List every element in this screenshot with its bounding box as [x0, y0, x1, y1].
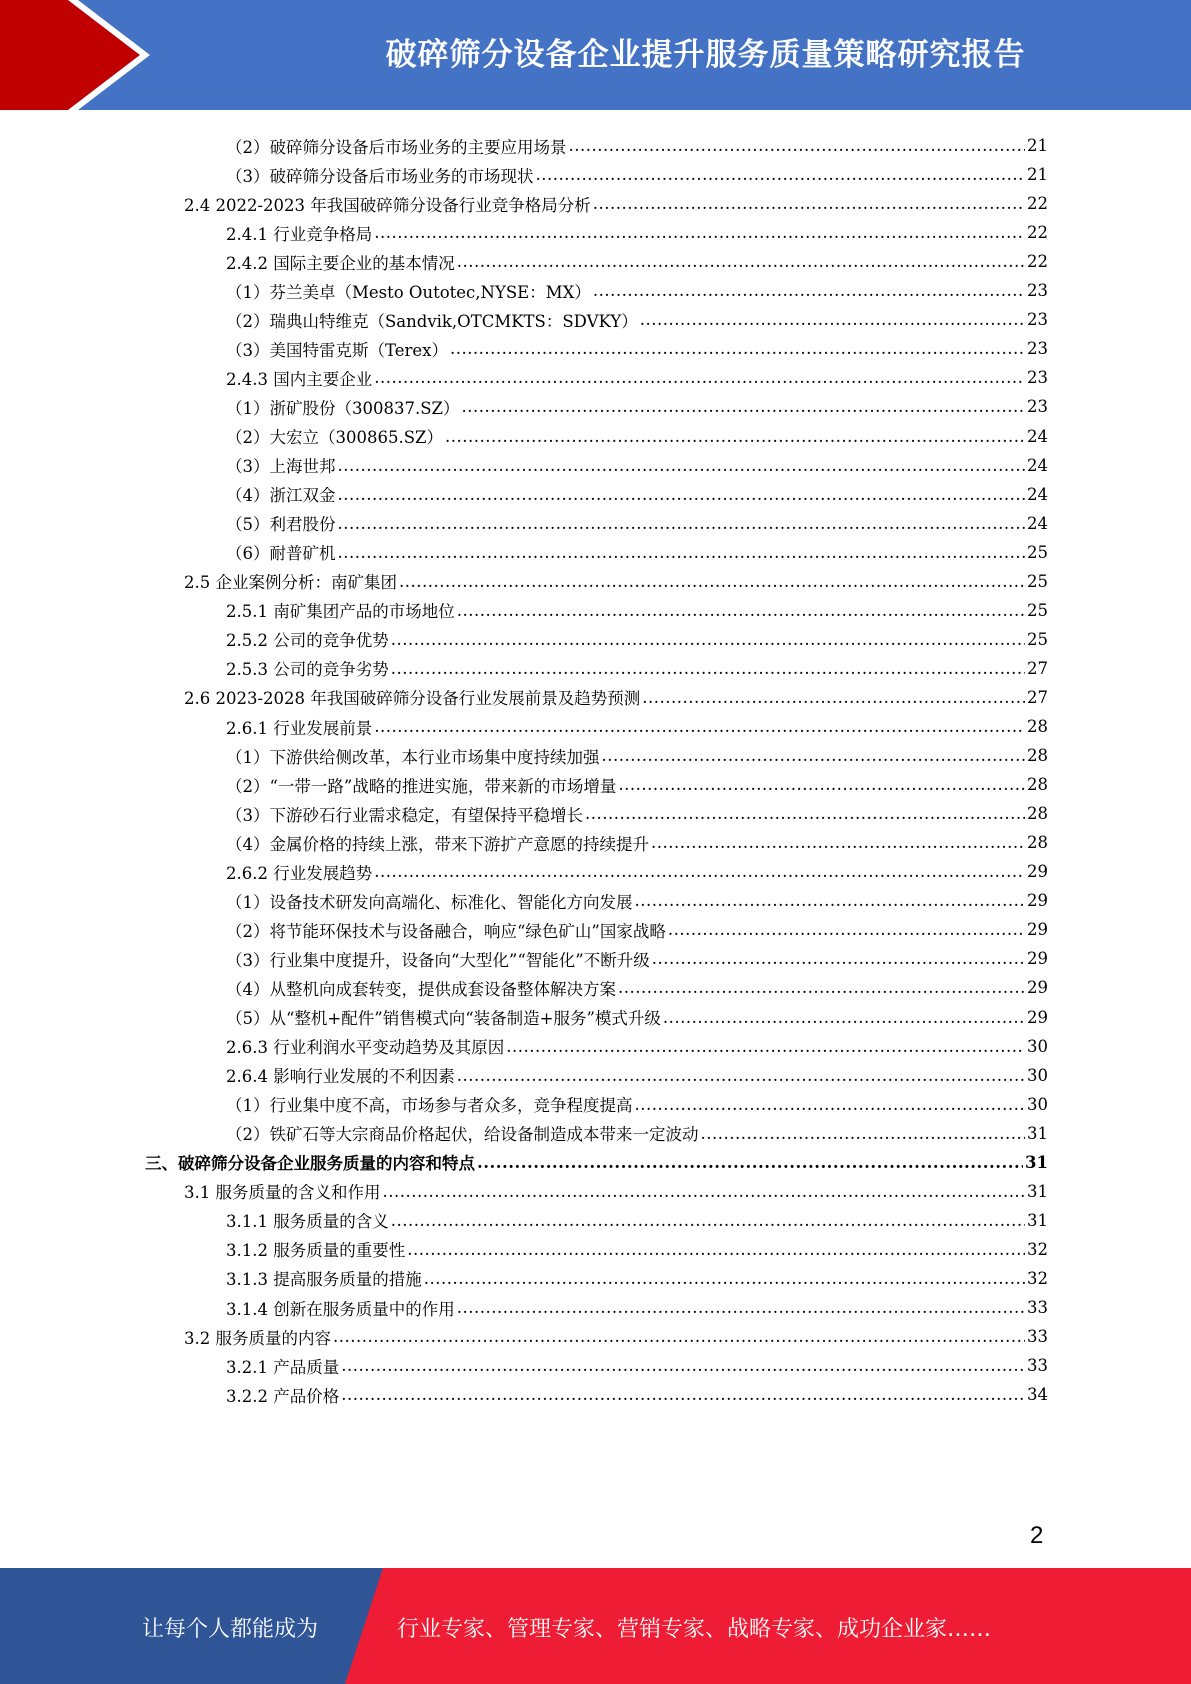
- toc-entry-label: （1）设备技术研发向高端化、标准化、智能化方向发展: [226, 892, 633, 912]
- toc-dot-leader: [635, 891, 1026, 910]
- toc-dot-leader: [391, 1211, 1025, 1230]
- toc-entry[interactable]: [226, 1264, 1048, 1293]
- toc-entry[interactable]: [226, 944, 1048, 973]
- toc-dot-leader: [618, 775, 1025, 794]
- toc-dot-leader: [338, 514, 1026, 533]
- toc-dot-leader: [338, 485, 1026, 504]
- toc-entry-page: 29: [1027, 978, 1048, 998]
- toc-entry-page: 27: [1027, 658, 1048, 678]
- toc-entry[interactable]: [226, 392, 1048, 421]
- toc-entry-page: 34: [1027, 1385, 1048, 1405]
- toc-entry[interactable]: [226, 1235, 1048, 1264]
- toc-entry[interactable]: [226, 1061, 1048, 1090]
- toc-entry-page: 24: [1027, 513, 1048, 533]
- toc-dot-leader: [457, 252, 1025, 271]
- toc-entry[interactable]: [226, 712, 1048, 741]
- document-title: 破碎筛分设备企业提升服务质量策略研究报告: [385, 37, 1026, 73]
- toc-entry-page: 33: [1027, 1298, 1048, 1317]
- toc-entry[interactable]: [226, 1003, 1048, 1032]
- toc-entry-page: 21: [1027, 165, 1048, 185]
- toc-entry-label: （1）行业集中度不高，市场参与者众多，竞争程度提高: [226, 1096, 633, 1116]
- toc-entry-label: 3.2.1 产品质量: [226, 1357, 340, 1377]
- toc-entry-page: 22: [1027, 194, 1048, 214]
- toc-entry[interactable]: [226, 1090, 1048, 1119]
- toc-entry-label: （1）下游供给侧改革，本行业市场集中度持续加强: [226, 747, 600, 767]
- toc-entry[interactable]: [226, 828, 1048, 857]
- toc-dot-leader: [391, 659, 1025, 678]
- toc-entry-label: 3.2.2 产品价格: [226, 1386, 340, 1406]
- toc-entry[interactable]: [226, 480, 1048, 509]
- toc-entry-page: 23: [1027, 310, 1048, 330]
- toc-entry[interactable]: [226, 305, 1048, 334]
- toc-entry-page: 29: [1027, 1007, 1048, 1027]
- toc-dot-leader: [652, 949, 1025, 968]
- toc-dot-leader: [506, 1037, 1025, 1056]
- toc-entry-page: 28: [1027, 833, 1048, 853]
- toc-entry[interactable]: [226, 973, 1048, 1002]
- toc-entry[interactable]: [184, 1322, 1048, 1351]
- toc-entry-page: 28: [1027, 804, 1048, 824]
- toc-entry[interactable]: [226, 276, 1048, 305]
- toc-entry-page: 25: [1027, 600, 1048, 620]
- toc-dot-leader: [651, 833, 1025, 852]
- header-arrow-decoration: [0, 0, 170, 110]
- toc-entry-label: （3）行业集中度提升，设备向“大型化”“智能化”不断升级: [226, 950, 650, 970]
- toc-dot-leader: [445, 427, 1025, 446]
- toc-entry-label: （3）破碎筛分设备后市场业务的市场现状: [226, 166, 534, 186]
- toc-entry-page: 22: [1027, 252, 1048, 272]
- toc-dot-leader: [338, 543, 1026, 562]
- toc-entry-page: 32: [1027, 1239, 1048, 1259]
- toc-entry-label: （2）大宏立（300865.SZ）: [226, 428, 443, 447]
- toc-entry-page: 29: [1027, 862, 1048, 882]
- toc-entry-label: （2）“一带一路”战略的推进实施，带来新的市场增量: [226, 776, 617, 796]
- toc-entry[interactable]: [226, 596, 1048, 625]
- toc-dot-leader: [585, 804, 1025, 823]
- toc-entry[interactable]: [184, 189, 1048, 218]
- toc-entry-label: （3）美国特雷克斯（Terex）: [226, 340, 448, 360]
- toc-entry-label: 3.1.1 服务质量的含义: [226, 1212, 389, 1232]
- toc-dot-leader: [383, 1182, 1026, 1201]
- toc-entry-page: 30: [1027, 1065, 1048, 1085]
- toc-entry[interactable]: [226, 1293, 1048, 1322]
- toc-entry-page: 23: [1027, 281, 1048, 301]
- toc-dot-leader: [602, 746, 1026, 765]
- toc-entry-page: 22: [1027, 223, 1048, 243]
- toc-entry-page: 28: [1027, 746, 1048, 766]
- footer-slogan-left: 让每个人都能成为: [142, 1617, 319, 1642]
- toc-entry-page: 31: [1027, 1210, 1048, 1230]
- toc-entry[interactable]: [226, 131, 1048, 160]
- toc-entry-label: 3.1 服务质量的含义和作用: [184, 1183, 381, 1203]
- toc-entry-label: 3.2 服务质量的内容: [184, 1328, 331, 1348]
- toc-entry-label: 2.4.2 国际主要企业的基本情况: [226, 253, 455, 273]
- toc-entry-label: 3.1.2 服务质量的重要性: [226, 1241, 406, 1261]
- toc-entry[interactable]: [184, 567, 1048, 596]
- toc-entry-label: （2）铁矿石等大宗商品价格起伏，给设备制造成本带来一定波动: [226, 1125, 699, 1145]
- toc-entry[interactable]: [226, 509, 1048, 538]
- toc-entry[interactable]: [226, 247, 1048, 276]
- toc-dot-leader: [374, 862, 1025, 881]
- toc-entry-page: 29: [1027, 891, 1048, 911]
- toc-dot-leader: [374, 717, 1025, 736]
- toc-dot-leader: [457, 1066, 1025, 1085]
- toc-entry[interactable]: [226, 1206, 1048, 1235]
- toc-entry-page: 21: [1027, 136, 1048, 155]
- toc-entry-label: 2.5.2 公司的竞争优势: [226, 631, 389, 651]
- toc-entry-label: 2.6.1 行业发展前景: [226, 718, 373, 738]
- toc-entry[interactable]: [226, 857, 1048, 886]
- toc-entry-label: 3.1.4 创新在服务质量中的作用: [226, 1299, 455, 1319]
- toc-dot-leader: [536, 165, 1026, 184]
- toc-entry[interactable]: [226, 799, 1048, 828]
- page-number: 2: [1030, 1522, 1044, 1549]
- toc-dot-leader: [341, 1385, 1025, 1404]
- toc-entry-page: 23: [1027, 368, 1048, 388]
- toc-entry-page: 25: [1027, 571, 1048, 591]
- toc-entry-page: 32: [1027, 1268, 1048, 1288]
- toc-entry-page: 31: [1025, 1152, 1048, 1172]
- toc-dot-leader: [457, 601, 1025, 620]
- toc-entry-label: （4）金属价格的持续上涨，带来下游扩产意愿的持续提升: [226, 834, 649, 854]
- toc-entry-label: （3）下游砂石行业需求稳定，有望保持平稳增长: [226, 805, 583, 825]
- toc-dot-leader: [450, 339, 1025, 358]
- toc-entry-page: 29: [1027, 949, 1048, 969]
- footer-slogan-right: 行业专家、管理专家、营销专家、战略专家、成功企业家……: [397, 1617, 992, 1642]
- toc-entry-page: 24: [1027, 455, 1048, 475]
- toc-entry-label: 2.6.4 影响行业发展的不利因素: [226, 1067, 455, 1087]
- toc-entry-label: （1）芬兰美卓（Mesto Outotec,NYSE：MX）: [226, 282, 591, 302]
- toc-entry-page: 31: [1027, 1123, 1048, 1143]
- toc-dot-leader: [701, 1124, 1026, 1143]
- toc-dot-leader: [618, 978, 1025, 997]
- toc-dot-leader: [407, 1240, 1025, 1259]
- toc-entry-label: 2.5.3 公司的竞争劣势: [226, 660, 389, 680]
- toc-entry[interactable]: [226, 334, 1048, 363]
- toc-entry[interactable]: [226, 915, 1048, 944]
- toc-entry-page: 25: [1027, 629, 1048, 649]
- toc-entry-page: 31: [1027, 1181, 1048, 1201]
- toc-entry-page: 25: [1027, 542, 1048, 562]
- toc-entry-page: 24: [1027, 426, 1048, 446]
- toc-dot-leader: [374, 223, 1025, 242]
- toc-dot-leader: [399, 572, 1025, 591]
- toc-entry-label: 三、破碎筛分设备企业服务质量的内容和特点: [145, 1154, 475, 1174]
- toc-dot-leader: [338, 456, 1026, 475]
- toc-dot-leader: [593, 194, 1025, 213]
- toc-entry[interactable]: [184, 683, 1048, 712]
- toc-dot-leader: [593, 281, 1025, 300]
- toc-dot-leader: [663, 1008, 1025, 1027]
- toc-entry-label: 3.1.3 提高服务质量的措施: [226, 1270, 422, 1290]
- toc-entry[interactable]: [226, 886, 1048, 915]
- toc-entry-page: 29: [1027, 920, 1048, 940]
- toc-entry-label: 2.4.3 国内主要企业: [226, 369, 373, 389]
- toc-dot-leader: [333, 1327, 1025, 1346]
- toc-entry[interactable]: [226, 160, 1048, 189]
- toc-entry-label: （6）耐普矿机: [226, 544, 336, 564]
- toc-entry[interactable]: [226, 1032, 1048, 1061]
- toc-entry-label: 2.6.2 行业发展趋势: [226, 863, 373, 883]
- toc-entry-page: 23: [1027, 339, 1048, 359]
- toc-entry-page: 23: [1027, 397, 1048, 417]
- toc-entry-label: （2）将节能环保技术与设备融合，响应“绿色矿山”国家战略: [226, 921, 666, 941]
- toc-entry-label: 2.5.1 南矿集团产品的市场地位: [226, 602, 455, 622]
- toc-entry-page: 28: [1027, 717, 1048, 736]
- toc-entry[interactable]: [226, 422, 1048, 451]
- toc-entry[interactable]: [184, 1177, 1048, 1206]
- toc-dot-leader: [462, 397, 1026, 416]
- toc-entry[interactable]: [226, 654, 1048, 683]
- toc-dot-leader: [341, 1356, 1025, 1375]
- toc-entry-label: （3）上海世邦: [226, 457, 336, 477]
- toc-entry[interactable]: [145, 1148, 1048, 1177]
- toc-dot-leader: [391, 630, 1025, 649]
- toc-entry[interactable]: [226, 218, 1048, 247]
- toc-entry[interactable]: [226, 451, 1048, 480]
- toc-entry-label: （4）从整机向成套转变，提供成套设备整体解决方案: [226, 979, 616, 999]
- toc-dot-leader: [640, 310, 1025, 329]
- toc-entry-label: （5）利君股份: [226, 515, 336, 535]
- toc-entry[interactable]: [226, 538, 1048, 567]
- toc-dot-leader: [635, 1095, 1026, 1114]
- toc-entry-page: 27: [1027, 687, 1048, 707]
- toc-entry-page: 24: [1027, 484, 1048, 504]
- toc-entry-label: 2.4.1 行业竞争格局: [226, 224, 373, 244]
- toc-entry[interactable]: [226, 741, 1048, 770]
- toc-entry-label: （2）破碎筛分设备后市场业务的主要应用场景: [226, 137, 567, 157]
- toc-entry[interactable]: [226, 1351, 1048, 1380]
- toc-dot-leader: [424, 1269, 1025, 1288]
- toc-entry-label: （4）浙江双金: [226, 486, 336, 506]
- toc-dot-leader: [374, 368, 1025, 387]
- toc-entry[interactable]: [226, 770, 1048, 799]
- toc-entry-page: 30: [1027, 1094, 1048, 1114]
- toc-dot-leader: [642, 688, 1025, 707]
- toc-entry-label: 2.4 2022-2023 年我国破碎筛分设备行业竞争格局分析: [184, 195, 591, 215]
- toc-entry[interactable]: [226, 1380, 1048, 1409]
- toc-entry-label: 2.6 2023-2028 年我国破碎筛分设备行业发展前景及趋势预测: [184, 689, 641, 709]
- toc-dot-leader: [668, 920, 1025, 939]
- toc-entry[interactable]: [226, 363, 1048, 392]
- page-header: [0, 0, 1191, 110]
- toc-entry-label: （2）瑞典山特维克（Sandvik,OTCMKTS：SDVKY）: [226, 311, 638, 331]
- toc-entry-page: 33: [1027, 1327, 1048, 1347]
- toc-entry-page: 30: [1027, 1036, 1048, 1056]
- toc-entry-page: 33: [1027, 1356, 1048, 1376]
- toc-entry-label: （1）浙矿股份（300837.SZ）: [226, 398, 460, 418]
- toc-entry-label: 2.5 企业案例分析：南矿集团: [184, 573, 397, 593]
- toc-entry-label: （5）从“整机+配件”销售模式向“装备制造+服务”模式升级: [226, 1009, 661, 1028]
- toc-dot-leader: [457, 1298, 1025, 1317]
- toc-dot-leader: [569, 136, 1026, 155]
- toc-entry-page: 28: [1027, 775, 1048, 795]
- toc-entry-label: 2.6.3 行业利润水平变动趋势及其原因: [226, 1038, 505, 1058]
- toc-entry[interactable]: [226, 625, 1048, 654]
- toc-entry[interactable]: [226, 1119, 1048, 1148]
- toc-dot-leader: [477, 1153, 1023, 1172]
